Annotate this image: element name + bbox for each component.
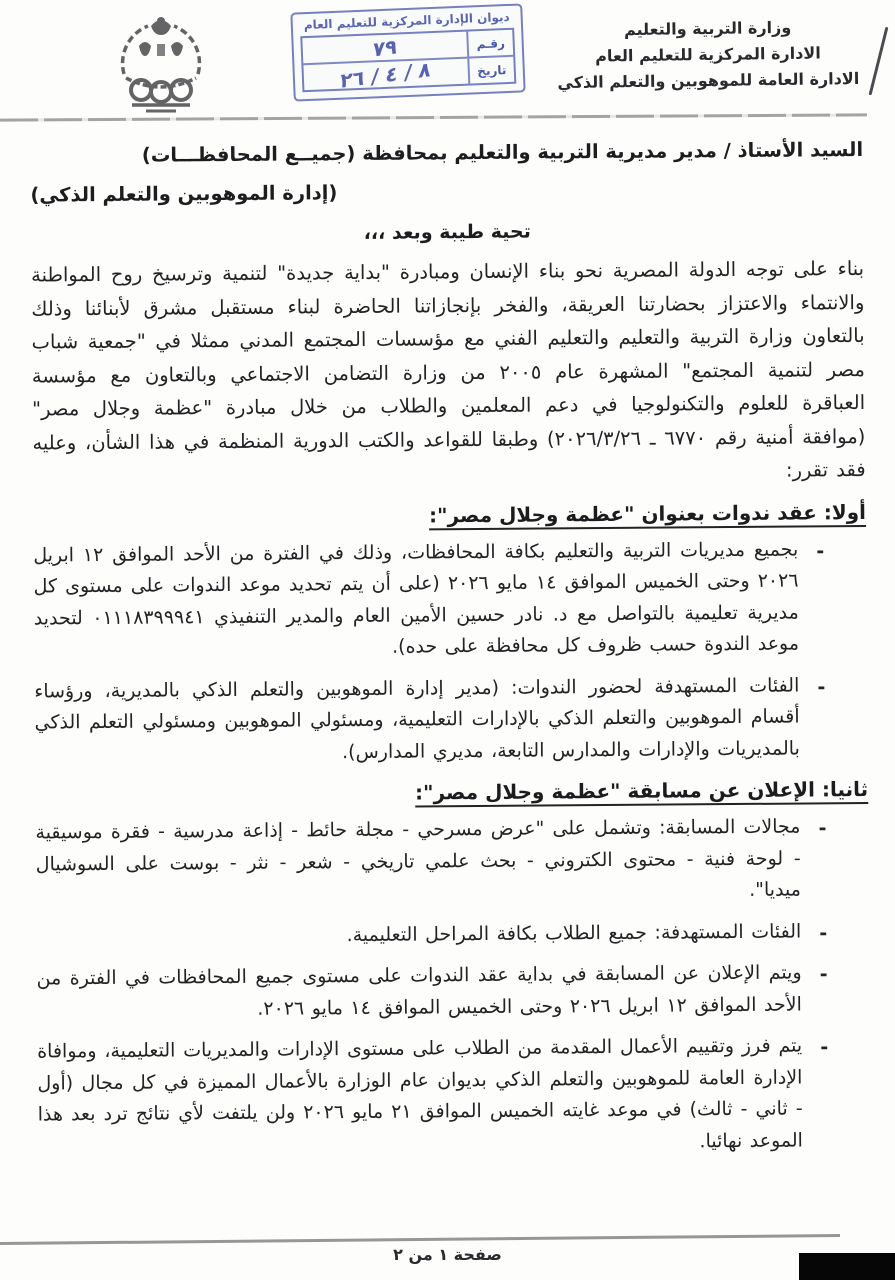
- section-2-bullet-3: ويتم الإعلان عن المسابقة في بداية عقد الندوات على مستوى جميع المحافظات في الفترة من الأحد الموافق ١٢ ابريل ٢٠٢٦ وحتى الخميس الموافق ١٤ مايو ٢٠٢٦.: [36, 961, 802, 1020]
- list-item: [36, 957, 869, 1027]
- handwritten-date: ٨ / ٤ / ٢٦: [339, 56, 433, 93]
- scan-artifact-corner: [799, 1253, 895, 1280]
- dash-bullet: -: [819, 921, 828, 944]
- section-2-bullet-2: الفئات المستهدفة: جميع الطلاب بكافة المراحل التعليمية.: [346, 920, 802, 946]
- general-administration-name: الادارة العامة للموهوبين والتعلم الذكي: [557, 68, 860, 93]
- stamp-date-value: [303, 56, 468, 93]
- dash-bullet: -: [817, 675, 826, 698]
- intro-paragraph: بناء على توجه الدولة المصرية نحو بناء الإنسان ومبادرة "بداية جديدة" لتنمية وترسيخ روح المواطنة والانتماء والاعتزاز بحضارتنا العريقة، والفخر بإنجازاتنا الحاضرة لبناء مستقبل مشرق لأبنائنا وذلك بالتعاون وزارة التربية والتعليم والتعليم الفني مع مؤسسات المجتمع المدني ممثلا في "جمعية شباب مصر لتنمية المجتمع" المشهرة عام ٢٠٠٥ من وزارة التضامن الاجتماعي وبالتعاون مع مؤسسة العباقرة للعلوم والتكنولوجيا في دعم المعلمين والطلاب من خلال مبادرة "عظمة وجلال مصر" (موافقة أمنية رقم ٦٧٧٠ ـ ٢٠٢٦/٣/٢٦) وطبقا للقواعد والكتب الدورية المنظمة في هذا الشأن، وعليه فقد تقرر:: [30, 256, 866, 482]
- registry-stamp-border: [290, 3, 525, 101]
- footer-divider: [0, 1234, 840, 1245]
- registry-stamp-title: ديوان الإدارة المركزية للتعليم العام: [303, 9, 510, 33]
- list-item: [36, 915, 869, 953]
- dash-bullet: -: [819, 963, 828, 986]
- section-1-bullet-1: بجميع مديريات التربية والتعليم بكافة المحافظات، وذلك في الفترة من الأحد الموافق ١٢ ابريل ٢٠٢٦ وحتى الخميس الموافق ١٤ مايو ٢٠٢٦ (على أن يتم تحديد موعد الندوات على مستوى كل مديرية تعليمية بالتواصل مع د. نادر حسين الأمين العام والمدير التنفيذي ٠١١١٨٣٩٩٩٤١ لتحديد موعد الندوة حسب ظروف كل محافظة على حده).: [33, 538, 800, 658]
- stamp-number-label: رقـم: [466, 30, 513, 59]
- list-item: [37, 1030, 871, 1163]
- letter-body: [30, 134, 871, 1163]
- dash-bullet: -: [816, 539, 825, 562]
- ministry-emblem-logo: [102, 12, 220, 116]
- dash-bullet: -: [820, 1036, 829, 1059]
- page-number-label: صفحة ١ من ٢: [393, 1245, 502, 1264]
- stamp-date-label: تاريخ: [467, 57, 514, 84]
- section-2-bullet-4: يتم فرز وتقييم الأعمال المقدمة من الطلاب على مستوى الإدارات والمديريات التعليمية، وموافاة الإدارة العامة للموهوبين والتعلم الذكي بديوان عام الوزارة بالأعمال المميزة في كل مجال (أول - ثاني - ثالث) في موعد غايته الخميس الموافق ٢١ مايو ٢٠٢٦ ولن يلتفت لأي نتائج ترد بعد هذا الموعد نهائيا.: [37, 1034, 803, 1152]
- registry-stamp-fields: [300, 28, 516, 93]
- registry-stamp: [290, 3, 525, 101]
- section-2-heading: ثانيا: الإعلان عن مسابقة "عظمة وجلال مصر":: [35, 777, 868, 808]
- dash-bullet: -: [818, 817, 827, 840]
- list-item: [34, 669, 868, 770]
- list-item: [35, 811, 869, 912]
- list-item: [33, 533, 867, 666]
- central-administration-name: الادارة المركزية للتعليم العام: [595, 43, 821, 66]
- handwritten-number: ٧٩: [371, 33, 398, 62]
- greeting-line: تحية طيبة وبعد ،،،: [363, 220, 531, 244]
- section-1-heading: أولا: عقد ندوات بعنوان "عظمة وجلال مصر":: [33, 499, 866, 530]
- section-2-bullet-1: مجالات المسابقة: وتشمل على "عرض مسرحي - مجلة حائط - إذاعة مدرسية - فقرة موسيقية - لوحة فنية - محتوى الكتروني - بحث علمي تاريخي - شعر - نثر - بوست على السوشيال ميديا".: [35, 815, 802, 901]
- section-1-bullet-2: الفئات المستهدفة لحضور الندوات: (مدير إدارة الموهوبين والتعلم الذكي بالمديرية، ورؤساء أقسام الموهوبين والتعلم الذكي بالإدارات التعليمية، ومسئولي الموهوبين ومسئولي التعلم الذكي بالمديريات والإدارات والمدارس التابعة، مديري المدارس).: [34, 674, 800, 763]
- letterhead-ministry-block: [542, 14, 873, 97]
- ministry-name: وزارة التربية والتعليم: [623, 17, 792, 40]
- recipient-department-line: (إدارة الموهوبين والتعلم الذكي): [30, 181, 338, 207]
- recipient-line: السيد الأستاذ / مدير مديرية التربية والتعليم بمحافظة (جميــع المحافظـــات): [141, 137, 864, 167]
